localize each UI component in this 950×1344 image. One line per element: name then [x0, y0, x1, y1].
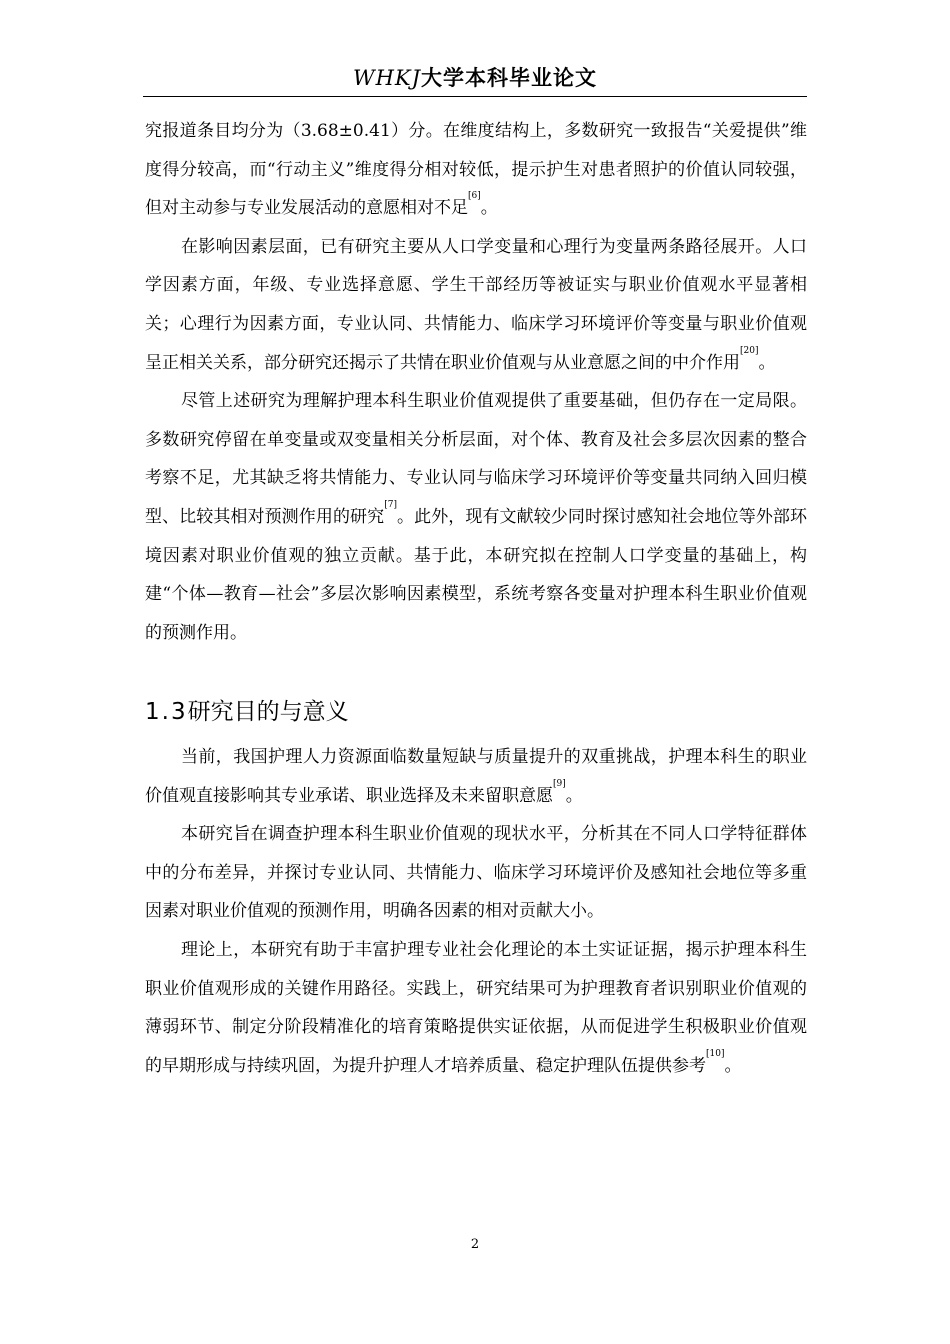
running-header	[145, 62, 805, 94]
header-latin: WHKJ	[352, 66, 421, 90]
section-title: 研究目的与意义	[187, 699, 349, 725]
paragraph-text: 尽管上述研究为理解护理本科生职业价值观提供了重要基础，但仍存在一定局限。多数研究停留在单变量或双变量相关分析层面，对个体、教育及社会多层次因素的整合考察不足，尤其缺乏将共情能力、专业认同与临床学习环境评价等变量共同纳入回归模型、比较其相对预测作用的研究	[145, 391, 807, 527]
paragraph-text-end: 。此外，现有文献较少同时探讨感知社会地位等外部环境因素对职业价值观的独立贡献。基于此，本研究拟在控制人口学变量的基础上，构建“个体—教育—社会”多层次影响因素模型，系统考察各变量对护理本科生职业价值观的预测作用。	[145, 506, 808, 643]
section-heading	[145, 695, 807, 729]
paragraph-text: 在影响因素层面，已有研究主要从人口学变量和心理行为变量两条路径展开。人口学因素方面，年级、专业选择意愿、学生干部经历等被证实与职业价值观水平显著相关；心理行为因素方面，专业认同、共情能力、临床学习环境评价等变量与职业价值观呈正相关关系，部分研究还揭示了共情在职业价值观与从业意愿之间的中介作用	[145, 236, 807, 373]
citation-ref: [6]	[468, 191, 481, 202]
header-rule	[143, 96, 807, 97]
body-block-top	[145, 112, 807, 652]
body-block-bottom	[145, 738, 807, 1085]
paragraph	[145, 931, 807, 1085]
citation-ref: [10]	[706, 1048, 725, 1059]
citation-ref: [9]	[553, 778, 566, 789]
paragraph	[145, 228, 807, 382]
citation-ref: [20]	[740, 345, 759, 356]
paragraph-text: 究报道条目均分为（3.68±0.41）分。在维度结构上，多数研究一致报告“关爱提供”维度得分较高，而“行动主义”维度得分相对较低，提示护生对患者照护的价值认同较强，但对主动参与专业发展活动的意愿相对不足	[145, 121, 807, 219]
paragraph-text-end: 。	[724, 1055, 742, 1076]
paragraph-text-end: 。	[758, 352, 776, 373]
header-title: 大学本科毕业论文	[421, 66, 597, 90]
page-number: 2	[470, 1237, 480, 1252]
paragraph	[145, 382, 807, 652]
paragraph-text-end: 。	[565, 785, 583, 806]
paragraph-text: 理论上，本研究有助于丰富护理专业社会化理论的本土实证证据，揭示护理本科生职业价值观形成的关键作用路径。实践上，研究结果可为护理教育者识别职业价值观的薄弱环节、制定分阶段精准化的培育策略提供实证依据，从而促进学生积极职业价值观的早期形成与持续巩固，为提升护理人才培养质量、稳定护理队伍提供参考	[145, 939, 807, 1076]
paragraph-text: 本研究旨在调查护理本科生职业价值观的现状水平，分析其在不同人口学特征群体中的分布差异，并探讨专业认同、共情能力、临床学习环境评价及感知社会地位等多重因素对职业价值观的预测作用，明确各因素的相对贡献大小。	[145, 824, 807, 922]
paragraph	[145, 815, 807, 931]
citation-ref: [7]	[384, 499, 397, 510]
section-number: 1.3	[145, 699, 188, 725]
paragraph-continued	[145, 112, 807, 228]
paragraph	[145, 738, 807, 815]
paragraph-text: 当前，我国护理人力资源面临数量短缺与质量提升的双重挑战，护理本科生的职业价值观直接影响其专业承诺、职业选择及未来留职意愿	[145, 747, 807, 806]
paragraph-text-end: 。	[480, 198, 498, 219]
